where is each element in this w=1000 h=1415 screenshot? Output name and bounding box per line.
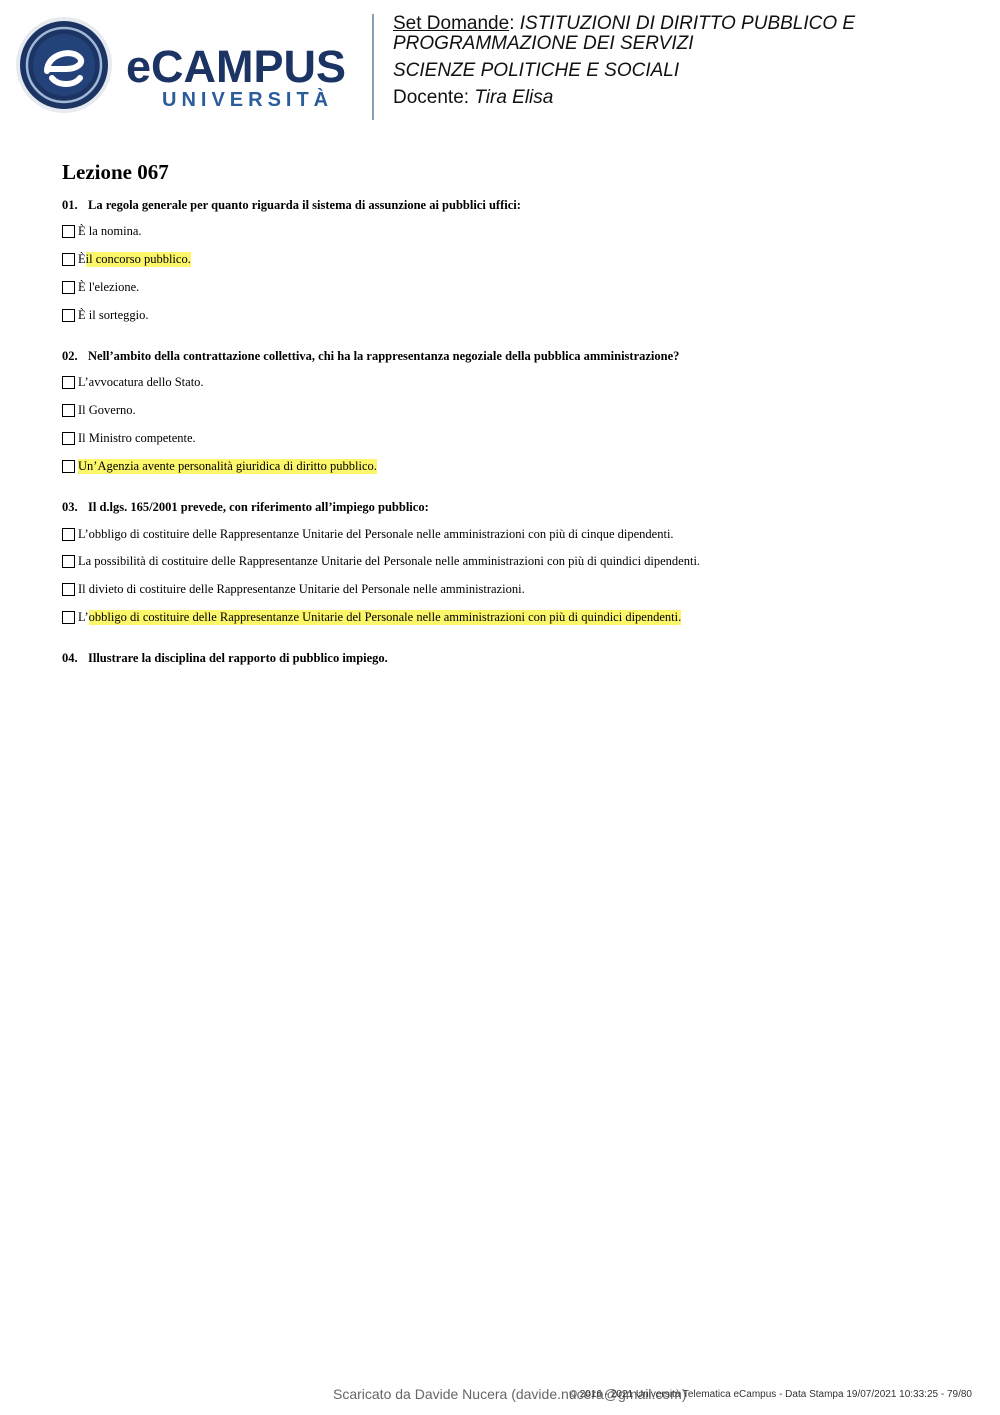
question-04 — [62, 651, 388, 666]
header-divider — [372, 14, 374, 120]
answer-text: Il Governo. — [78, 403, 136, 417]
faculty: SCIENZE POLITICHE E SOCIALI — [393, 60, 680, 81]
answer-option[interactable] — [62, 280, 139, 295]
question-text: Illustrare la disciplina del rapporto di pubblico impiego. — [88, 651, 388, 665]
question-number: 04. — [62, 651, 78, 665]
answer-checkbox[interactable] — [62, 432, 75, 445]
answer-text: Il divieto di costituire delle Rappresentanze Unitarie del Personale nelle amministrazioni. — [78, 582, 525, 596]
answer-option[interactable] — [62, 582, 525, 597]
answer-checkbox[interactable] — [62, 253, 75, 266]
question-text: La regola generale per quanto riguarda il sistema di assunzione ai pubblici uffici: — [88, 198, 521, 212]
answer-option[interactable] — [62, 375, 204, 390]
answer-option[interactable] — [62, 403, 136, 418]
answer-checkbox[interactable] — [62, 555, 75, 568]
answer-text-highlighted: Un’Agenzia avente personalità giuridica di diritto pubblico. — [78, 459, 377, 473]
answer-prefix: L’ — [78, 610, 89, 624]
question-number: 01. — [62, 198, 78, 212]
answer-option[interactable] — [62, 252, 191, 267]
answer-option[interactable] — [62, 527, 674, 542]
set-label: Set Domande — [393, 13, 510, 34]
question-02 — [62, 349, 679, 364]
answer-checkbox[interactable] — [62, 309, 75, 322]
teacher-label: Docente: — [393, 87, 470, 108]
answer-option[interactable] — [62, 610, 681, 625]
set-title-line1: ISTITUZIONI DI DIRITTO PUBBLICO E — [519, 13, 856, 34]
question-number: 03. — [62, 500, 78, 514]
question-text: Nell’ambito della contrattazione collettiva, chi ha la rappresentanza negoziale della pubblica amministrazione? — [88, 349, 680, 363]
answer-text-highlighted: obbligo di costituire delle Rappresentanze Unitarie del Personale nelle amministrazioni con più di quindici dipendenti. — [88, 610, 682, 624]
copyright-footer: © 2016 - 2021 Università Telematica eCampus - Data Stampa 19/07/2021 10:33:25 - 79/80 — [569, 1389, 972, 1400]
logo-subtext: UNIVERSITÀ — [162, 89, 334, 111]
answer-option[interactable] — [62, 459, 377, 474]
answer-checkbox[interactable] — [62, 225, 75, 238]
question-03 — [62, 500, 429, 515]
lesson-title: Lezione 067 — [62, 160, 169, 184]
answer-text: È la nomina. — [78, 224, 142, 238]
answer-option[interactable] — [62, 308, 148, 323]
answer-prefix: È — [78, 252, 86, 266]
answer-text: È il sorteggio. — [78, 308, 149, 322]
logo-text: eCAMPUS — [126, 41, 347, 92]
question-number: 02. — [62, 349, 78, 363]
answer-text: È l'elezione. — [78, 280, 140, 294]
answer-checkbox[interactable] — [62, 460, 75, 473]
answer-text-highlighted: il concorso pubblico. — [85, 252, 191, 266]
answer-option[interactable] — [62, 224, 142, 239]
answer-checkbox[interactable] — [62, 611, 75, 624]
ecampus-emblem-icon — [14, 16, 359, 116]
header-info — [393, 14, 953, 108]
answer-text: Il Ministro competente. — [78, 431, 196, 445]
answer-option[interactable] — [62, 431, 196, 446]
answer-option[interactable] — [62, 554, 700, 569]
answer-text: L’avvocatura dello Stato. — [78, 375, 204, 389]
answer-text: L’obbligo di costituire delle Rappresentanze Unitarie del Personale nelle amministrazioni con più di cinque dipendenti. — [78, 527, 674, 541]
question-text: Il d.lgs. 165/2001 prevede, con riferimento all’impiego pubblico: — [88, 500, 429, 514]
answer-text: La possibilità di costituire delle Rappresentanze Unitarie del Personale nelle amministrazioni con più di quindici dipendenti. — [78, 554, 701, 568]
question-01 — [62, 198, 521, 213]
answer-checkbox[interactable] — [62, 376, 75, 389]
set-title-line2: PROGRAMMAZIONE DEI SERVIZI — [393, 33, 694, 54]
ecampus-logo — [14, 16, 359, 116]
answer-checkbox[interactable] — [62, 583, 75, 596]
teacher-row — [393, 88, 953, 108]
answer-checkbox[interactable] — [62, 528, 75, 541]
answer-checkbox[interactable] — [62, 404, 75, 417]
download-watermark: Scaricato da Davide Nucera (davide.nucera@gmail.com) — [333, 1386, 687, 1402]
set-title-row-1: Set Domande: ISTITUZIONI DI DIRITTO PUBBLICO E — [393, 13, 856, 34]
teacher-name: Tira Elisa — [474, 87, 554, 108]
answer-checkbox[interactable] — [62, 281, 75, 294]
